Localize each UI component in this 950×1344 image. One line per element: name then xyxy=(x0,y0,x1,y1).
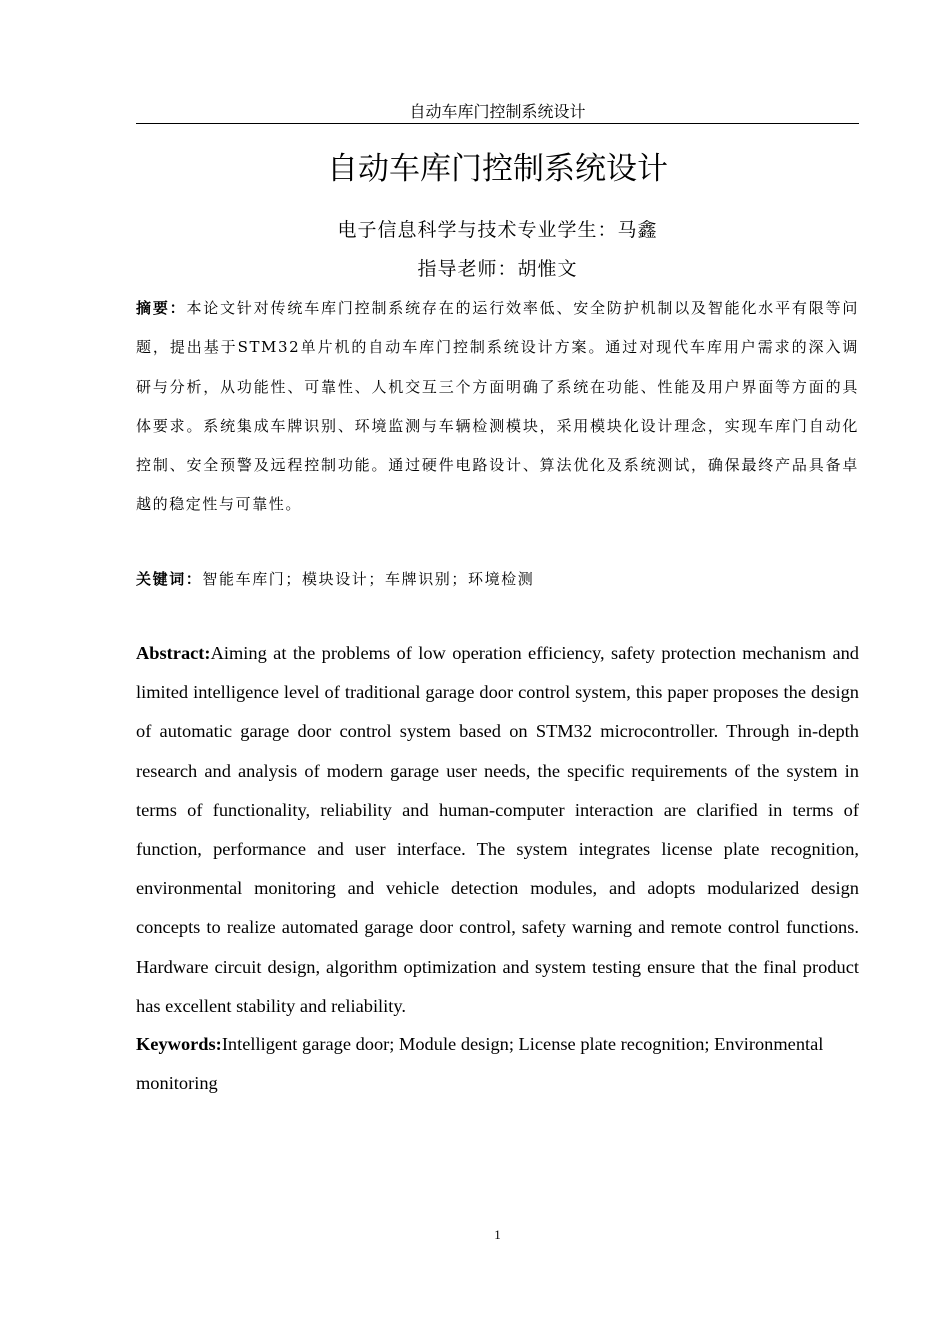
chinese-abstract-text: 本论文针对传统车库门控制系统存在的运行效率低、安全防护机制以及智能化水平有限等问题，提出基于STM32单片机的自动车库门控制系统设计方案。通过对现代车库用户需求的深入调研与分析，从功能性、可靠性、人机交互三个方面明确了系统在功能、性能及用户界面等方面的具体要求。系统集成车牌识别、环境监测与车辆检测模块，采用模块化设计理念，实现车库门自动化控制、安全预警及远程控制功能。通过硬件电路设计、算法优化及系统测试，确保最终产品具备卓越的稳定性与可靠性。 xyxy=(136,299,859,514)
chinese-abstract xyxy=(136,289,859,525)
chinese-abstract-label: 摘要： xyxy=(136,299,187,317)
english-keywords-label: Keywords: xyxy=(136,1034,222,1054)
running-header: 自动车库门控制系统设计 xyxy=(136,101,859,124)
english-keywords xyxy=(136,1025,859,1102)
english-abstract-text: Aiming at the problems of low operation efficiency, safety protection mechanism and limited intelligence level of traditional garage door control system, this paper proposes the design of automatic garage door control system based on STM32 microcontroller. Through in-depth research and analysis of modern garage user needs, the specific requirements of the system in terms of functionality, reliability and human-computer interaction are clarified in terms of function, performance and user interface. The system integrates license plate recognition, environmental monitoring and vehicle detection modules, and adopts modularized design concepts to realize automated garage door control, safety warning and remote control functions. Hardware circuit design, algorithm optimization and system testing ensure that the final product has excellent stability and reliability. xyxy=(136,643,859,1016)
advisor-line: 指导老师：胡惟文 xyxy=(417,258,578,280)
chinese-keywords-text: 智能车库门；模块设计；车牌识别；环境检测 xyxy=(202,570,535,588)
author-line: 电子信息科学与技术专业学生：马鑫 xyxy=(337,219,658,241)
english-keywords-text: Intelligent garage door; Module design; License plate recognition; Environmental monitoring xyxy=(136,1034,824,1093)
page-number: 1 xyxy=(494,1227,501,1242)
chinese-keywords-label: 关键词： xyxy=(136,570,203,588)
english-abstract-label: Abstract: xyxy=(136,643,211,663)
page-title: 自动车库门控制系统设计 xyxy=(327,151,668,187)
chinese-keywords xyxy=(136,562,859,596)
english-abstract xyxy=(136,634,859,1026)
